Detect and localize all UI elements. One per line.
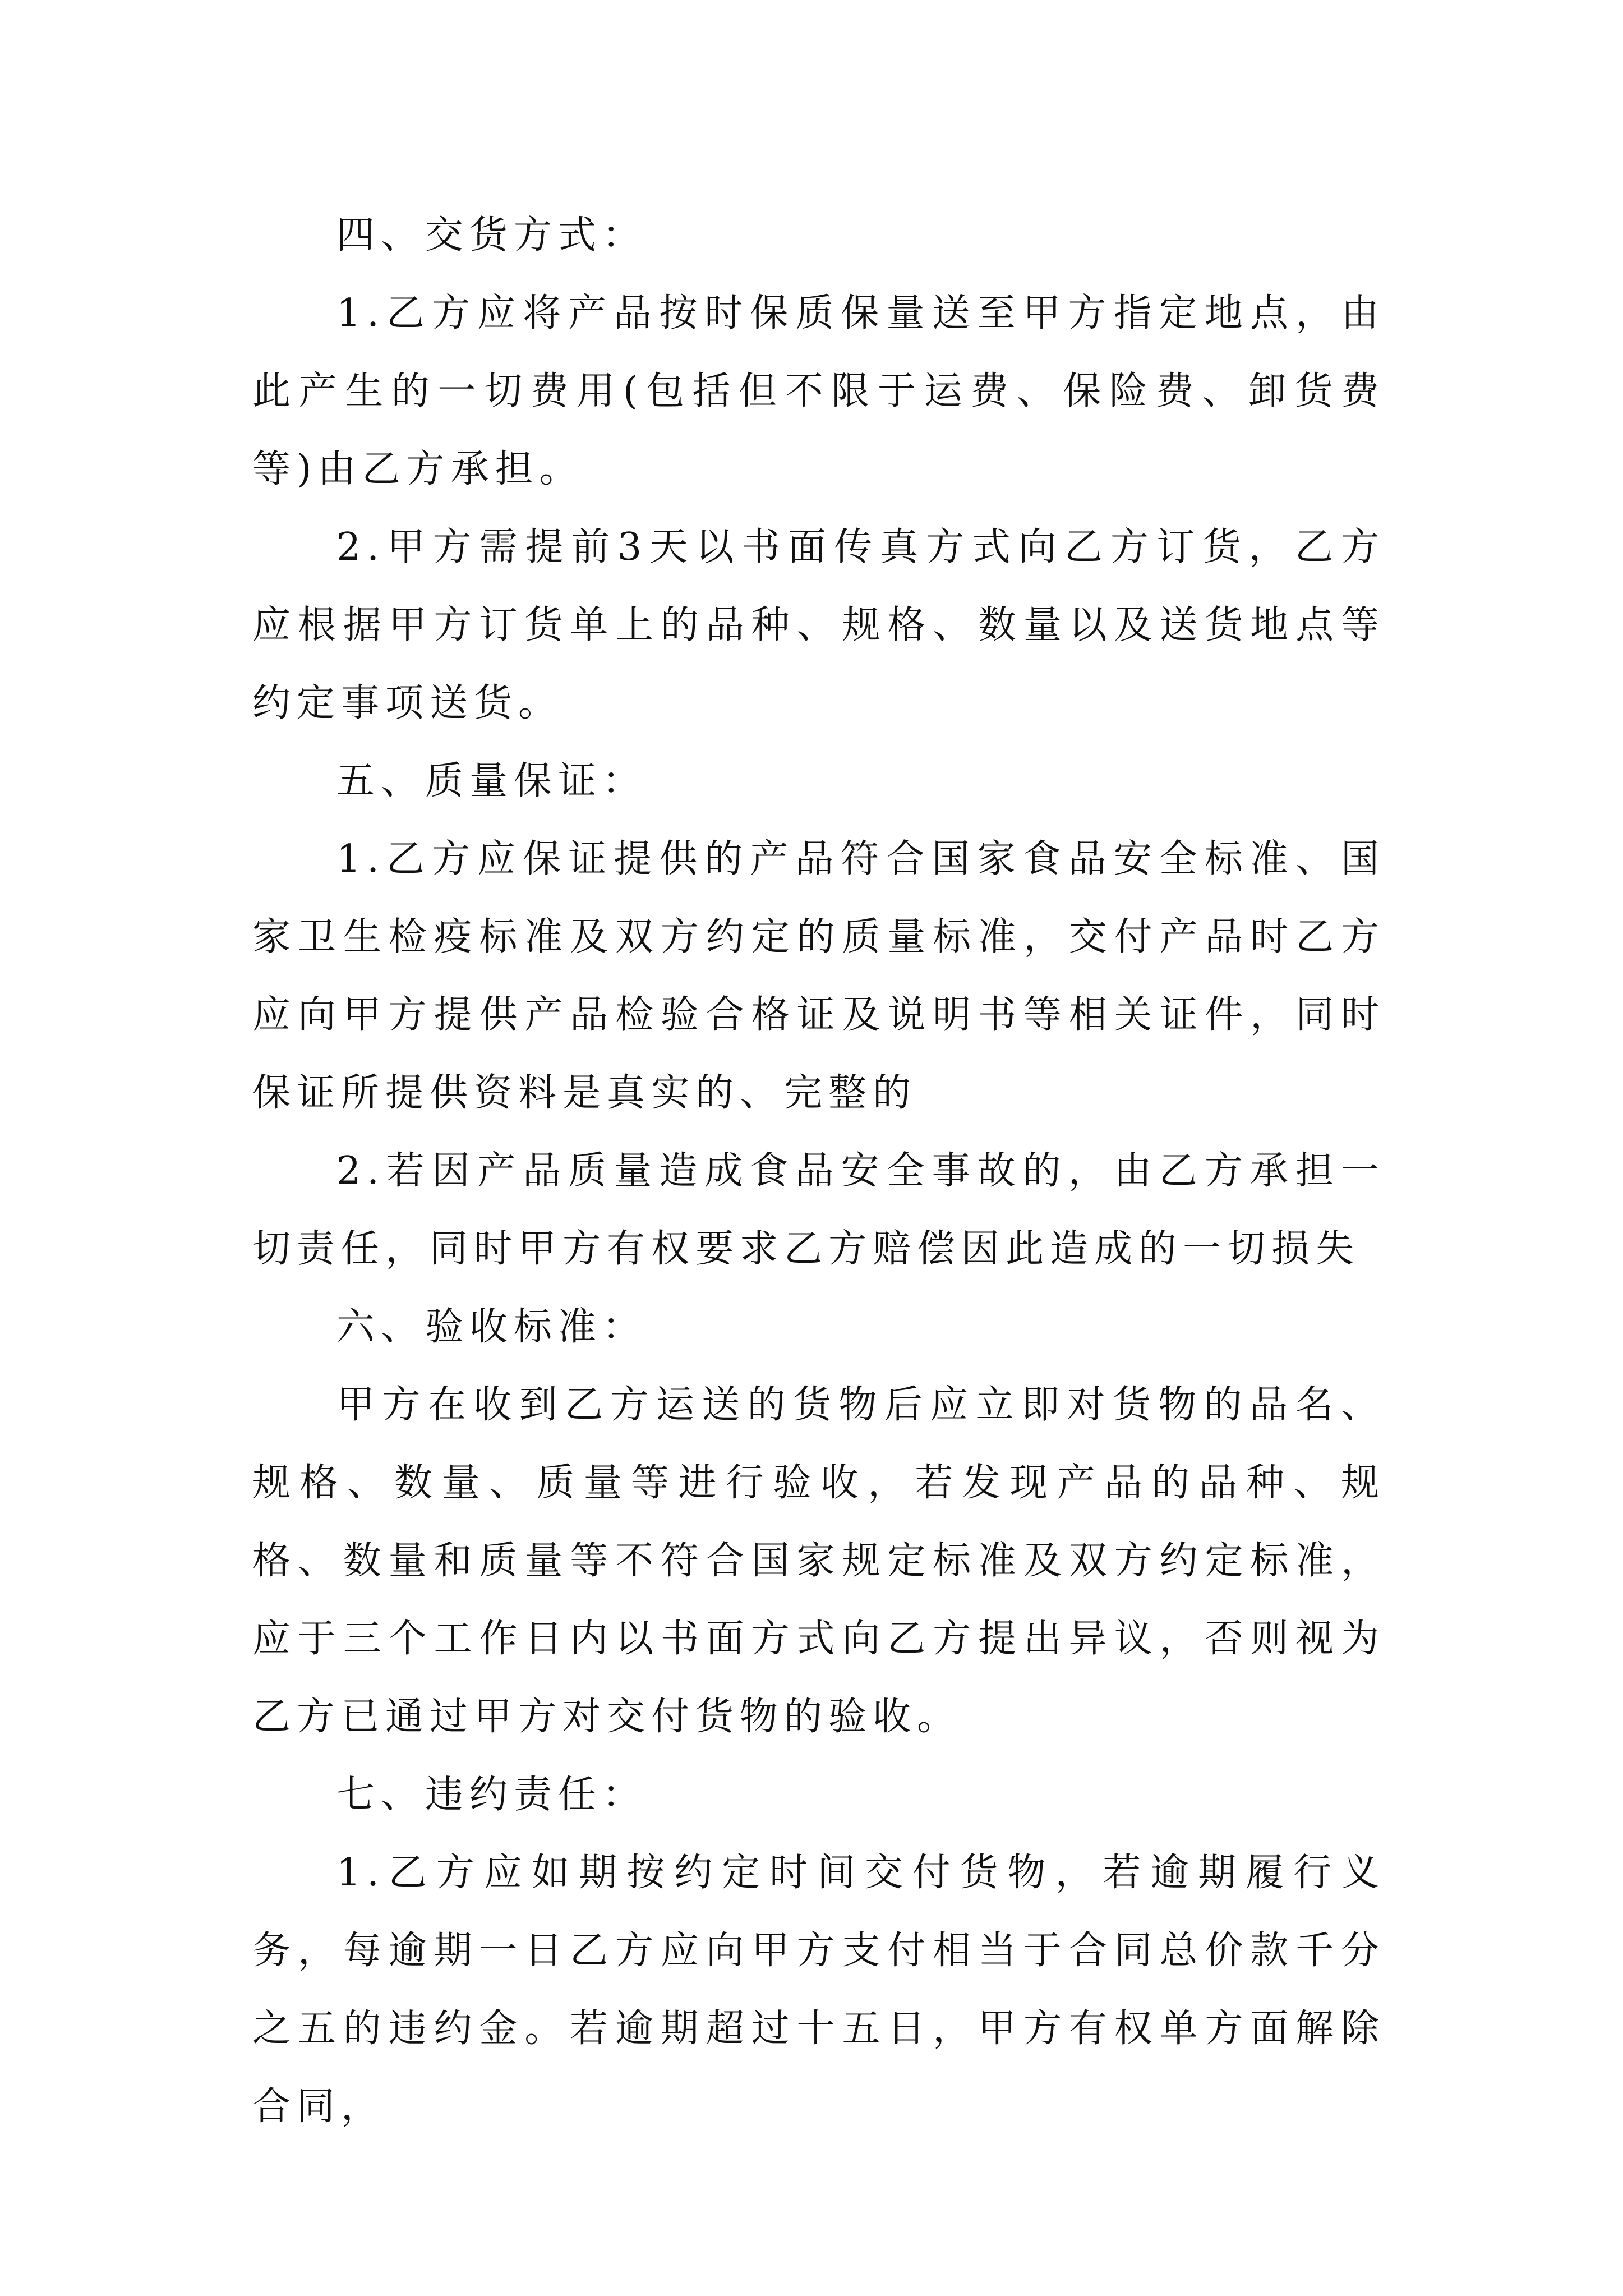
- section-heading-acceptance: 六、验收标准：: [336, 1305, 647, 1349]
- section-heading-quality: 五、质量保证：: [336, 759, 647, 803]
- section-heading-delivery: 四、交货方式：: [336, 213, 647, 257]
- clause-quality-2: 2.若因产品质量造成食品安全事故的，由乙方承担一切责任，同时甲方有权要求乙方赔偿因此造成的一切损失: [252, 1149, 1385, 1271]
- document-page: [252, 196, 1385, 2146]
- clause-delivery-2: 2.甲方需提前3天以书面传真方式向乙方订货，乙方应根据甲方订货单上的品种、规格、数量以及送货地点等约定事项送货。: [252, 525, 1385, 725]
- clause-acceptance: 甲方在收到乙方运送的货物后应立即对货物的品名、规格、数量、质量等进行验收，若发现产品的品种、规格、数量和质量等不符合国家规定标准及双方约定标准，应于三个工作日内以书面方式向乙方提出异议，否则视为乙方已通过甲方对交付货物的验收。: [252, 1383, 1385, 1739]
- clause-delivery-1: 1.乙方应将产品按时保质保量送至甲方指定地点，由此产生的一切费用(包括但不限于运费、保险费、卸货费等)由乙方承担。: [252, 291, 1385, 491]
- clause-quality-1: 1.乙方应保证提供的产品符合国家食品安全标准、国家卫生检疫标准及双方约定的质量标准，交付产品时乙方应向甲方提供产品检验合格证及说明书等相关证件，同时保证所提供资料是真实的、完整的: [252, 837, 1385, 1115]
- clause-liability-1: 1.乙方应如期按约定时间交付货物，若逾期履行义务，每逾期一日乙方应向甲方支付相当于合同总价款千分之五的违约金。若逾期超过十五日，甲方有权单方面解除合同，: [252, 1851, 1385, 2129]
- section-heading-liability: 七、违约责任：: [336, 1773, 647, 1817]
